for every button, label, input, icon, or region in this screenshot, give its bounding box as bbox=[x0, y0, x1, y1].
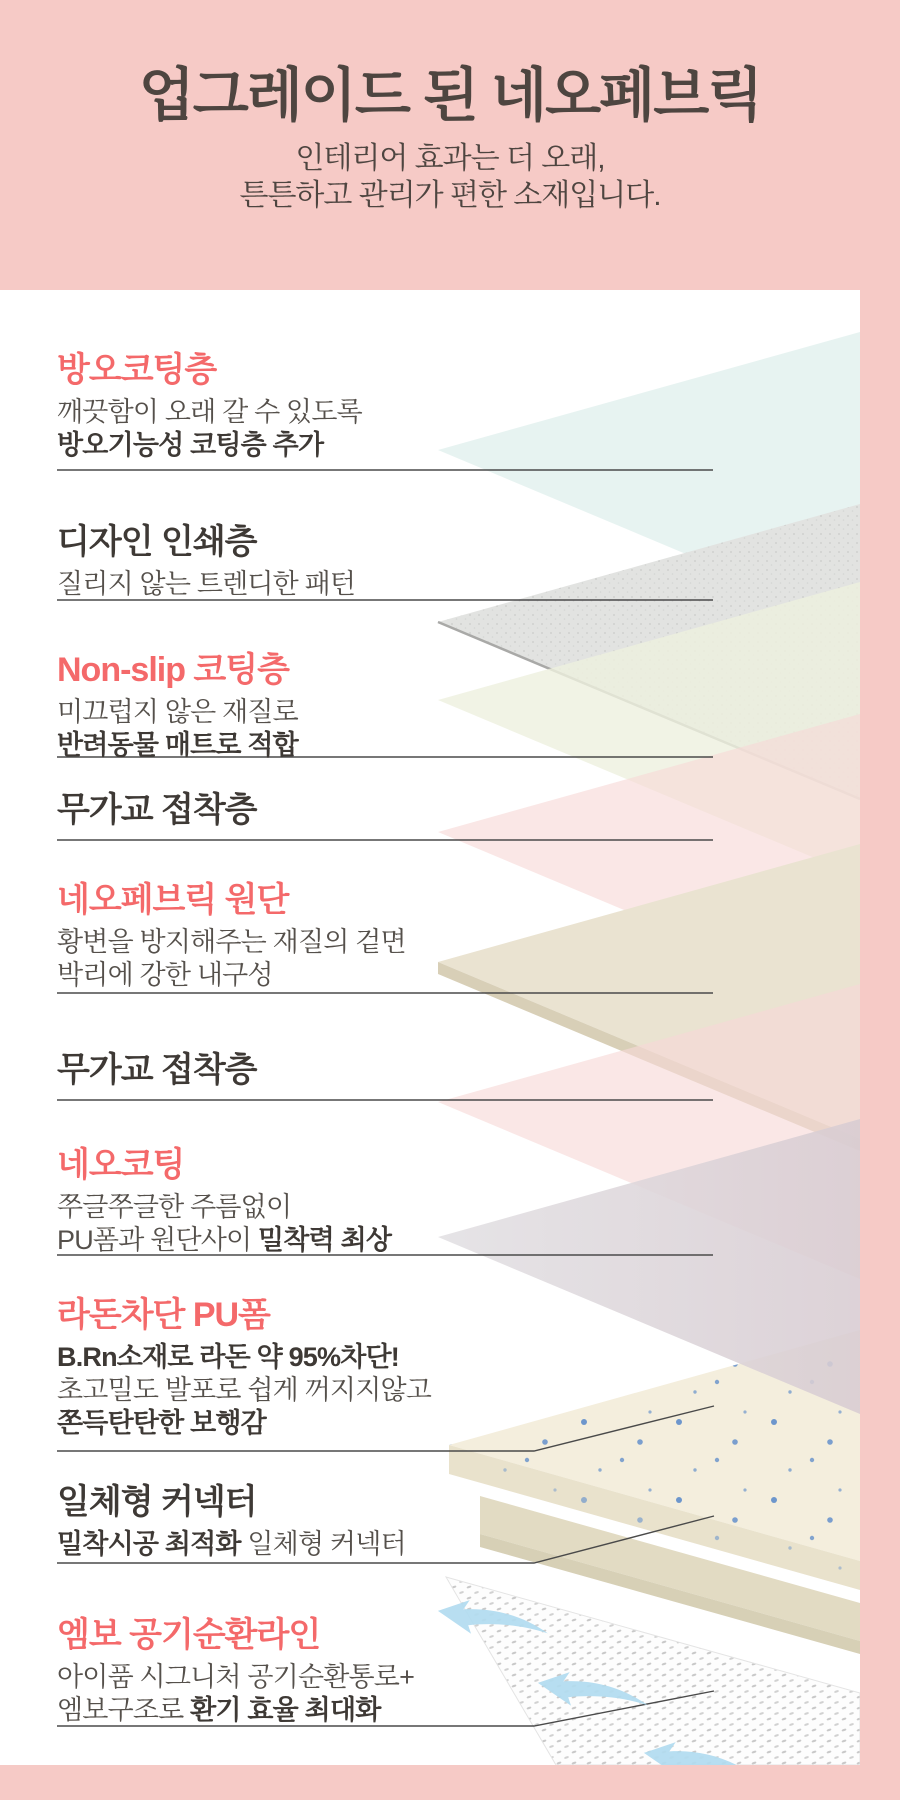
layer-section-heading: 라돈차단 PU폼 bbox=[57, 1296, 270, 1334]
header bbox=[0, 0, 900, 214]
layer-section-lines bbox=[57, 1341, 617, 1440]
right-pink-stripe bbox=[860, 290, 900, 1765]
layer-section-line: 엠보구조로 환기 효율 최대화 bbox=[57, 1695, 381, 1725]
layer-section-adhesive-layer-1 bbox=[57, 792, 617, 836]
layer-section-lines bbox=[57, 1191, 617, 1257]
layer-section-line: 깨끗함이 오래 갈 수 있도록 bbox=[57, 397, 362, 427]
header-subtitle-1: 인테리어 효과는 더 오래, bbox=[295, 142, 605, 175]
footer-band bbox=[0, 1765, 900, 1800]
layer-section-line: 밀착시공 최적화 일체형 커넥터 bbox=[57, 1529, 406, 1559]
layer-section-heading: 무가교 접착층 bbox=[57, 791, 257, 829]
layer-section-heading: 디자인 인쇄층 bbox=[57, 523, 257, 561]
layer-section-line: 방오기능성 코팅층 추가 bbox=[57, 430, 324, 460]
layer-section-line: 초고밀도 발포로 쉽게 꺼지지않고 bbox=[57, 1375, 432, 1405]
layer-section-line: 쭈글쭈글한 주름없이 bbox=[57, 1192, 292, 1222]
layer-section-lines bbox=[57, 696, 617, 762]
layer-section-embo-air-circulation bbox=[57, 1617, 617, 1727]
layer-section-non-slip-coating bbox=[57, 652, 617, 762]
layer-section-line: 미끄럽지 않은 재질로 bbox=[57, 697, 298, 727]
page-title: 업그레이드 된 네오페브릭 bbox=[138, 63, 762, 128]
layer-section-design-print bbox=[57, 524, 617, 601]
layer-section-lines bbox=[57, 1528, 617, 1561]
layer-section-adhesive-layer-2 bbox=[57, 1052, 617, 1096]
layer-section-line: PU폼과 원단사이 밀착력 최상 bbox=[57, 1225, 392, 1255]
layer-section-anti-fouling-coating bbox=[57, 352, 617, 462]
layer-section-heading: 엠보 공기순환라인 bbox=[57, 1616, 321, 1654]
header-subtitle-2: 튼튼하고 관리가 편한 소재입니다. bbox=[239, 179, 661, 212]
layer-section-neo-coating bbox=[57, 1147, 617, 1257]
layer-section-line: 쫀득탄탄한 보행감 bbox=[57, 1408, 266, 1438]
layer-section-heading: Non-slip 코팅층 bbox=[57, 651, 289, 689]
layer-section-heading: 네오페브릭 원단 bbox=[57, 881, 289, 919]
layer-section-line: 반려동물 매트로 적합 bbox=[57, 730, 298, 760]
layer-section-heading: 네오코팅 bbox=[57, 1146, 185, 1184]
layer-section-heading: 무가교 접착층 bbox=[57, 1051, 257, 1089]
layer-section-neo-fabric bbox=[57, 882, 617, 992]
layer-section-heading: 일체형 커넥터 bbox=[57, 1483, 257, 1521]
layer-section-lines bbox=[57, 926, 617, 992]
layer-section-lines bbox=[57, 568, 617, 601]
layer-section-heading: 방오코팅층 bbox=[57, 351, 217, 389]
layer-section-line: 황변을 방지해주는 재질의 겉면 bbox=[57, 927, 406, 957]
layer-section-line: 아이품 시그니처 공기순환통로+ bbox=[57, 1662, 415, 1692]
layer-section-line: B.Rn소재로 라돈 약 95%차단! bbox=[57, 1342, 399, 1372]
layer-section-lines bbox=[57, 1661, 617, 1727]
layer-section-line: 박리에 강한 내구성 bbox=[57, 960, 273, 990]
layer-section-integrated-connector bbox=[57, 1484, 617, 1561]
layer-section-lines bbox=[57, 396, 617, 462]
layer-section-line: 질리지 않는 트렌디한 패턴 bbox=[57, 569, 356, 599]
layer-section-radon-pu-foam bbox=[57, 1297, 617, 1440]
